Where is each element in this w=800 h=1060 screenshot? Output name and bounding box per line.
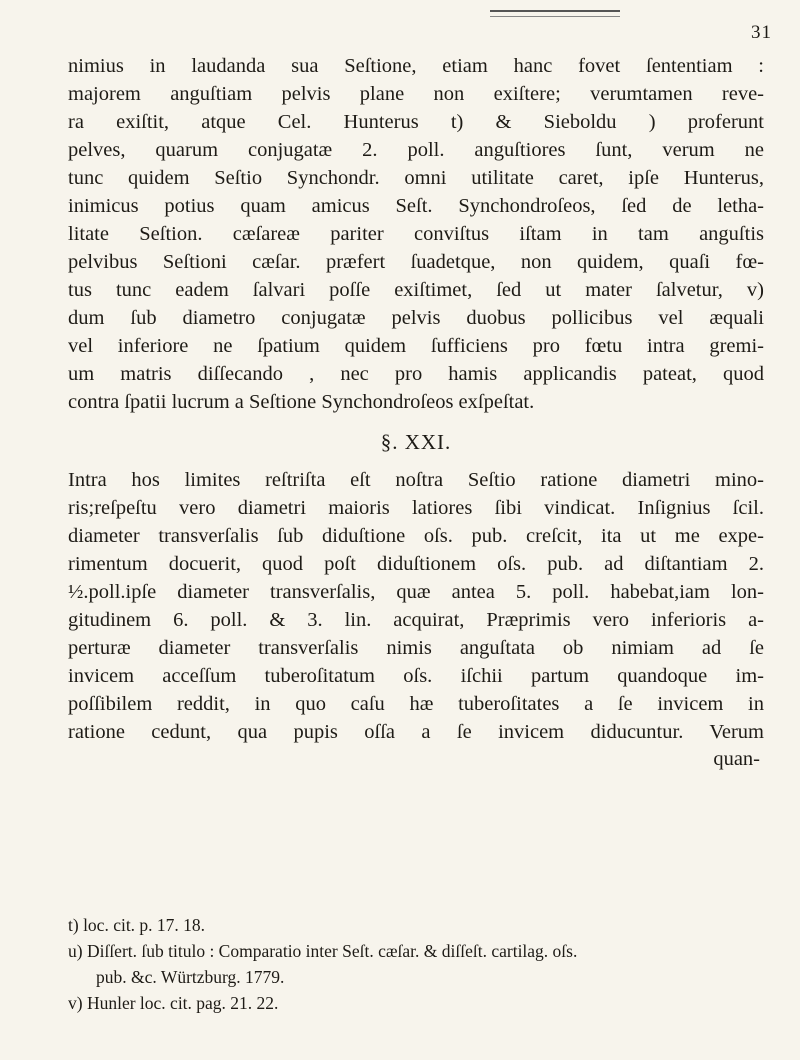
text-line: Intra hos limites reſtriſta eſt noſtra Seſtio ratione diametri mino- <box>68 469 764 491</box>
text-line: pelvibus Seſtioni cæſar. præfert ſuadetque, non quidem, quaſi fœ- <box>68 251 764 273</box>
text-line: contra ſpatii lucrum a Seſtione Synchondroſeos exſpeſtat. <box>68 391 535 413</box>
text-line: tunc quidem Seſtio Synchondr. omni utilitate caret, ipſe Hunterus, <box>68 167 764 189</box>
paragraph-continuation <box>68 52 764 416</box>
text-line: dum ſub diametro conjugatæ pelvis duobus pollicibus vel æquali <box>68 307 764 329</box>
text-line: diameter transverſalis ſub diduſtione oſs. pub. creſcit, ita ut me expe- <box>68 525 764 547</box>
text-line: invicem acceſſum tuberoſitatum oſs. iſchii partum quandoque im- <box>68 665 764 687</box>
header-rule <box>490 10 620 17</box>
section-heading: §. XXI. <box>380 430 452 454</box>
text-line: pelves, quarum conjugatæ 2. poll. anguſtiores ſunt, verum ne <box>68 139 764 161</box>
text-line: perturæ diameter transverſalis nimis anguſtata ob nimiam ad ſe <box>68 637 764 659</box>
text-line: gitudinem 6. poll. & 3. lin. acquirat, Præprimis vero inferioris a- <box>68 609 764 631</box>
text-line: nimius in laudanda sua Seſtione, etiam hanc fovet ſententiam : <box>68 55 764 77</box>
text-line: ra exiſtit, atque Cel. Hunterus t) & Sieboldu ) proferunt <box>68 111 764 133</box>
section-paragraph <box>68 466 764 746</box>
text-line: um matris diſſecando , nec pro hamis applicandis pateat, quod <box>68 363 764 385</box>
text-line: ris;reſpeſtu vero diametri maioris latiores ſibi vindicat. Inſignius ſcil. <box>68 497 764 519</box>
footnote: t) loc. cit. p. 17. 18. <box>68 915 206 935</box>
text-line: rimentum docuerit, quod poſt diduſtionem oſs. pub. ad diſtantiam 2. <box>68 553 764 575</box>
text-line: vel inferiore ne ſpatium quidem ſufficiens pro fœtu intra gremi- <box>68 335 764 357</box>
text-line: majorem anguſtiam pelvis plane non exiſtere; verumtamen reve- <box>68 83 764 105</box>
catchword: quan- <box>713 748 760 770</box>
page-number: 31 <box>751 22 772 43</box>
footnotes <box>68 912 764 1016</box>
footnote: pub. &c. Würtzburg. 1779. <box>96 967 285 987</box>
text-line: litate Seſtion. cæſareæ pariter conviſtus iſtam in tam anguſtis <box>68 223 764 245</box>
body-text <box>68 52 764 772</box>
text-line: tus tunc eadem ſalvari poſſe exiſtimet, ſed ut mater ſalvetur, v) <box>68 279 764 301</box>
footnote: u) Diſſert. ſub titulo : Comparatio inter Seſt. cæſar. & diſſeſt. cartilag. oſs. <box>68 941 578 961</box>
text-line: poſſibilem reddit, in quo caſu hæ tuberoſitates a ſe invicem in <box>68 693 764 715</box>
text-line: ½.poll.ipſe diameter transverſalis, quæ antea 5. poll. habebat,iam lon- <box>68 581 764 603</box>
footnote: v) Hunler loc. cit. pag. 21. 22. <box>68 993 279 1013</box>
text-line: ratione cedunt, qua pupis oſſa a ſe invicem diducuntur. Verum <box>68 721 764 743</box>
text-line: inimicus potius quam amicus Seſt. Synchondroſeos, ſed de letha- <box>68 195 764 217</box>
